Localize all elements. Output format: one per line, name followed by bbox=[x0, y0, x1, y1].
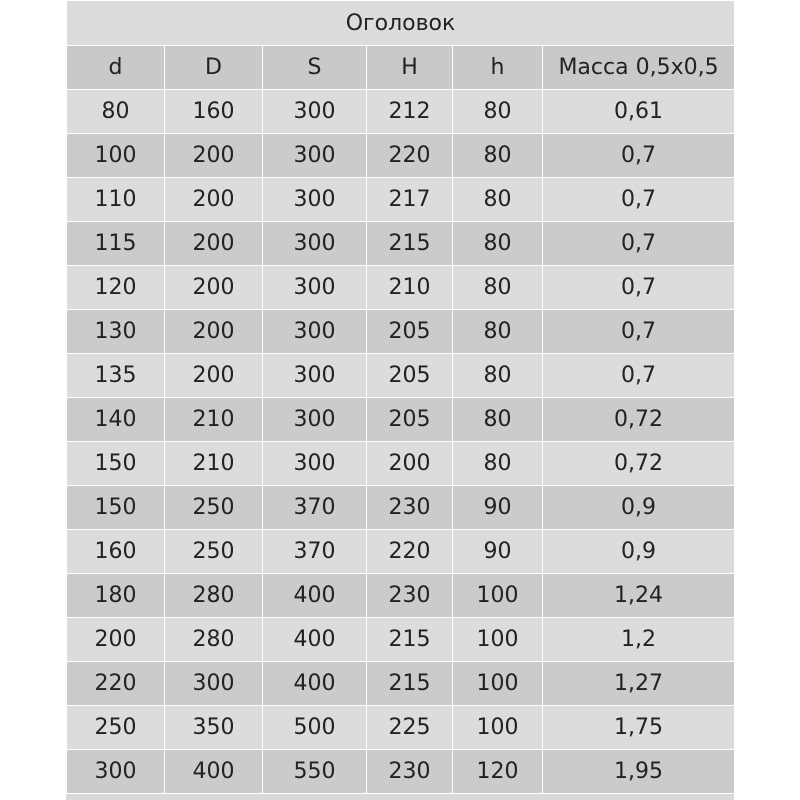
cell-S: 300 bbox=[263, 222, 367, 266]
cell-H: 230 bbox=[367, 574, 453, 618]
cell-mass: 0,72 bbox=[543, 442, 735, 486]
cell-D: 210 bbox=[165, 398, 263, 442]
cell-S: 400 bbox=[263, 662, 367, 706]
cell-mass: 0,7 bbox=[543, 354, 735, 398]
cell-d: 300 bbox=[67, 750, 165, 794]
cell-D: 280 bbox=[165, 618, 263, 662]
cell-mass: 1,75 bbox=[543, 706, 735, 750]
cell-S: 300 bbox=[263, 442, 367, 486]
header-row bbox=[67, 46, 735, 90]
table-row bbox=[67, 706, 735, 750]
cell-D: 200 bbox=[165, 178, 263, 222]
column-header-D: D bbox=[165, 46, 263, 90]
cell-h: 80 bbox=[453, 442, 543, 486]
table-row bbox=[67, 90, 735, 134]
cell-d: 200 bbox=[67, 618, 165, 662]
cell-mass: 0,9 bbox=[543, 486, 735, 530]
table-row bbox=[67, 178, 735, 222]
cell-H: 215 bbox=[367, 662, 453, 706]
cell-S: 370 bbox=[263, 486, 367, 530]
cell-D: 250 bbox=[165, 486, 263, 530]
cell-H: 220 bbox=[367, 530, 453, 574]
cell-mass: 1,95 bbox=[543, 750, 735, 794]
cell-h: 80 bbox=[453, 310, 543, 354]
column-header-mass: Масса 0,5х0,5 bbox=[543, 46, 735, 90]
cell-h: 80 bbox=[453, 222, 543, 266]
cell-d: 150 bbox=[67, 486, 165, 530]
cell-mass: 0,72 bbox=[543, 398, 735, 442]
cell-h: 90 bbox=[453, 530, 543, 574]
table-body bbox=[67, 90, 735, 794]
cell-H: 217 bbox=[367, 178, 453, 222]
cell-S: 400 bbox=[263, 618, 367, 662]
cell-H: 205 bbox=[367, 398, 453, 442]
spec-sheet bbox=[66, 0, 734, 800]
cell-mass: 0,7 bbox=[543, 178, 735, 222]
cell-H: 230 bbox=[367, 750, 453, 794]
table-title: Оголовок bbox=[67, 1, 735, 46]
cell-h: 80 bbox=[453, 90, 543, 134]
title-row bbox=[67, 1, 735, 46]
cell-mass: 0,7 bbox=[543, 266, 735, 310]
table-row bbox=[67, 266, 735, 310]
cell-h: 80 bbox=[453, 266, 543, 310]
cell-S: 500 bbox=[263, 706, 367, 750]
cell-H: 225 bbox=[367, 706, 453, 750]
cell-D: 210 bbox=[165, 442, 263, 486]
table-row bbox=[67, 574, 735, 618]
cell-d: 115 bbox=[67, 222, 165, 266]
cell-D: 200 bbox=[165, 310, 263, 354]
cell-d: 120 bbox=[67, 266, 165, 310]
column-header-d: d bbox=[67, 46, 165, 90]
cell-S: 550 bbox=[263, 750, 367, 794]
cell-mass: 1,24 bbox=[543, 574, 735, 618]
cell-d: 250 bbox=[67, 706, 165, 750]
cell-d: 160 bbox=[67, 530, 165, 574]
cell-h: 80 bbox=[453, 398, 543, 442]
table-row bbox=[67, 354, 735, 398]
cell-H: 212 bbox=[367, 90, 453, 134]
cell-H: 215 bbox=[367, 618, 453, 662]
cell-H: 205 bbox=[367, 310, 453, 354]
table-row bbox=[67, 662, 735, 706]
column-header-S: S bbox=[263, 46, 367, 90]
cell-S: 300 bbox=[263, 90, 367, 134]
cell-D: 350 bbox=[165, 706, 263, 750]
cell-H: 215 bbox=[367, 222, 453, 266]
table-row bbox=[67, 398, 735, 442]
cell-mass: 0,7 bbox=[543, 134, 735, 178]
table-row bbox=[67, 530, 735, 574]
cell-d: 130 bbox=[67, 310, 165, 354]
cell-d: 80 bbox=[67, 90, 165, 134]
cell-d: 135 bbox=[67, 354, 165, 398]
cell-h: 80 bbox=[453, 178, 543, 222]
cell-h: 90 bbox=[453, 486, 543, 530]
cell-D: 200 bbox=[165, 134, 263, 178]
table-row bbox=[67, 486, 735, 530]
cell-h: 100 bbox=[453, 662, 543, 706]
column-header-h: h bbox=[453, 46, 543, 90]
cell-mass: 1,2 bbox=[543, 618, 735, 662]
cell-S: 300 bbox=[263, 134, 367, 178]
cell-d: 180 bbox=[67, 574, 165, 618]
table-row bbox=[67, 442, 735, 486]
cell-D: 300 bbox=[165, 662, 263, 706]
cell-H: 200 bbox=[367, 442, 453, 486]
cell-D: 200 bbox=[165, 266, 263, 310]
cell-S: 300 bbox=[263, 266, 367, 310]
cell-S: 300 bbox=[263, 398, 367, 442]
cell-h: 100 bbox=[453, 574, 543, 618]
cell-H: 230 bbox=[367, 486, 453, 530]
cell-D: 400 bbox=[165, 750, 263, 794]
cell-S: 300 bbox=[263, 354, 367, 398]
cell-d: 140 bbox=[67, 398, 165, 442]
table-row bbox=[67, 134, 735, 178]
cell-H: 210 bbox=[367, 266, 453, 310]
cell-mass: 1,27 bbox=[543, 662, 735, 706]
dimensions-table bbox=[66, 0, 735, 794]
table-row bbox=[67, 222, 735, 266]
cell-H: 220 bbox=[367, 134, 453, 178]
cell-D: 200 bbox=[165, 222, 263, 266]
cell-D: 200 bbox=[165, 354, 263, 398]
cell-H: 205 bbox=[367, 354, 453, 398]
cell-D: 160 bbox=[165, 90, 263, 134]
cell-S: 300 bbox=[263, 178, 367, 222]
cell-d: 150 bbox=[67, 442, 165, 486]
cell-d: 220 bbox=[67, 662, 165, 706]
cell-mass: 0,61 bbox=[543, 90, 735, 134]
cell-d: 110 bbox=[67, 178, 165, 222]
cell-mass: 0,7 bbox=[543, 222, 735, 266]
table-row bbox=[67, 750, 735, 794]
cell-h: 100 bbox=[453, 618, 543, 662]
cell-S: 400 bbox=[263, 574, 367, 618]
table-row bbox=[67, 310, 735, 354]
table-row bbox=[67, 618, 735, 662]
cell-h: 100 bbox=[453, 706, 543, 750]
cell-D: 250 bbox=[165, 530, 263, 574]
column-header-H: H bbox=[367, 46, 453, 90]
cell-h: 80 bbox=[453, 134, 543, 178]
cell-h: 120 bbox=[453, 750, 543, 794]
cell-D: 280 bbox=[165, 574, 263, 618]
cell-mass: 0,7 bbox=[543, 310, 735, 354]
cell-d: 100 bbox=[67, 134, 165, 178]
cell-h: 80 bbox=[453, 354, 543, 398]
cell-mass: 0,9 bbox=[543, 530, 735, 574]
cell-S: 370 bbox=[263, 530, 367, 574]
cell-S: 300 bbox=[263, 310, 367, 354]
